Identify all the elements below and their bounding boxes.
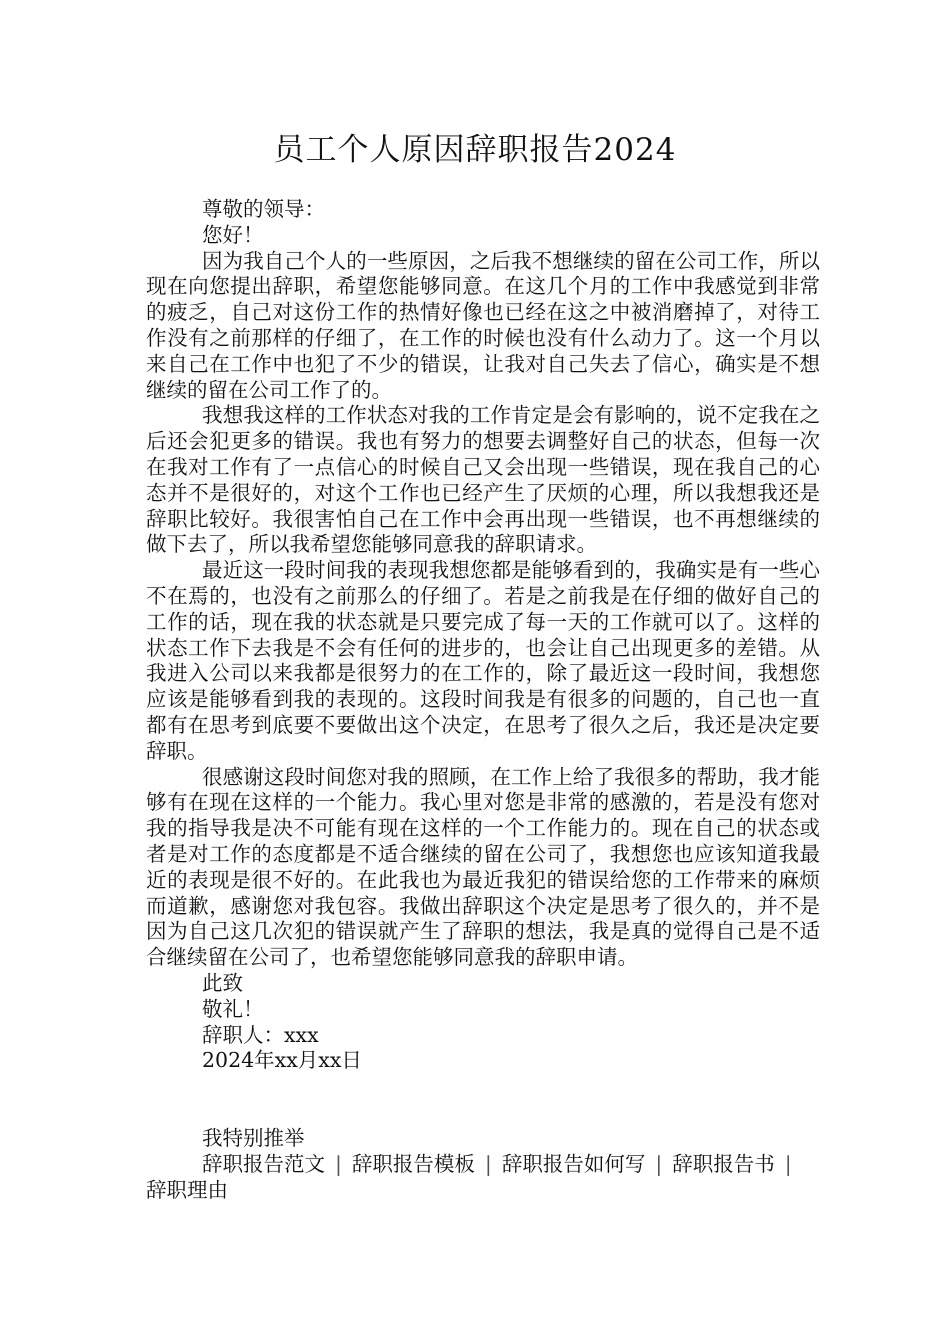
link-separator: |	[484, 1151, 492, 1176]
recommend-heading: 我特别推举	[202, 1126, 305, 1151]
recommend-link-sample[interactable]: 辞职报告范文	[202, 1151, 325, 1176]
signer: 辞职人：xxx	[202, 1022, 319, 1047]
paragraph-1: 因为我自己个人的一些原因，之后我不想继续的留在公司工作，所以现在向您提出辞职，希望您能够同意。在这几个月的工作中我感觉到非常的疲乏，自己对这份工作的热情好像也已经在这之中被消磨掉了，对待工作没有之前那样的仔细了，在工作的时候也没有什么动力了。这一个月以来自己在工作中也犯了不少的错误，让我对自己失去了信心，确实是不想继续的留在公司工作了的。	[146, 248, 820, 402]
spacer	[146, 1074, 820, 1126]
page-title: 员工个人原因辞职报告2024	[273, 132, 677, 168]
salutation: 尊敬的领导：	[202, 197, 325, 221]
recommend-link-reasons[interactable]: 辞职理由	[146, 1177, 228, 1202]
paragraph-4: 很感谢这段时间您对我的照顾，在工作上给了我很多的帮助，我才能够有在现在这样的一个能力。我心里对您是非常的感激的，若是没有您对我的指导我是决不可能有现在这样的一个工作能力的。现在自己的状态或者是对工作的态度都是不适合继续的留在公司了，我想您也应该知道我最近的表现是很不好的。在此我也为最近我犯的错误给您的工作带来的麻烦而道歉，感谢您对我包容。我做出辞职这个决定是思考了很久的，并不是因为自己这几次犯的错误就产生了辞职的想法，我是真的觉得自己是不适合继续留在公司了，也希望您能够同意我的辞职申请。	[146, 764, 820, 970]
paragraph-2: 我想我这样的工作状态对我的工作肯定是会有影响的，说不定我在之后还会犯更多的错误。我也有努力的想要去调整好自己的状态，但每一次在我对工作有了一点信心的时候自己又会出现一些错误，现在我自己的心态并不是很好的，对这个工作也已经产生了厌烦的心理，所以我想我还是辞职比较好。我很害怕自己在工作中会再出现一些错误，也不再想继续的做下去了，所以我希望您能够同意我的辞职请求。	[146, 403, 820, 557]
letter-body	[146, 197, 820, 1203]
recommend-links	[146, 1152, 820, 1204]
greeting: 您好！	[202, 222, 264, 247]
closing-phrase: 此致	[202, 970, 243, 995]
recommend-link-report-book[interactable]: 辞职报告书	[672, 1151, 775, 1176]
link-separator: |	[784, 1151, 792, 1176]
link-separator: |	[655, 1151, 663, 1176]
recommend-link-how-to-write[interactable]: 辞职报告如何写	[501, 1151, 646, 1176]
paragraph-3: 最近这一段时间我的表现我想您都是能够看到的，我确实是有一些心不在焉的，也没有之前那么的仔细了。若是之前我是在仔细的做好自己的工作的话，现在我的状态就是只要完成了每一天的工作就可以了。这样的状态工作下去我是不会有任何的进步的，也会让自己出现更多的差错。从我进入公司以来我都是很努力的在工作的，除了最近这一段时间，我想您应该是能够看到我的表现的。这段时间我是有很多的问题的，自己也一直都有在思考到底要不要做出这个决定，在思考了很久之后，我还是决定要辞职。	[146, 558, 820, 763]
link-separator: |	[335, 1151, 342, 1176]
closing-salute: 敬礼！	[202, 996, 264, 1021]
date: 2024年xx月xx日	[202, 1048, 362, 1073]
recommend-link-template[interactable]: 辞职报告模板	[351, 1151, 475, 1176]
